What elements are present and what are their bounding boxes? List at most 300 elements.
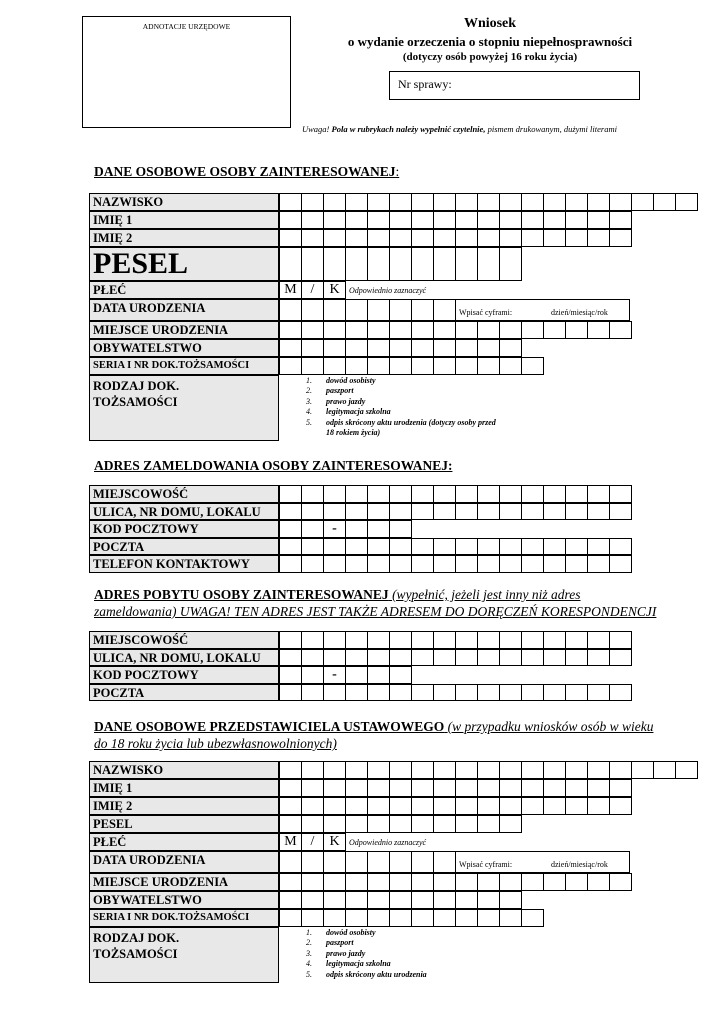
first-name-cell[interactable] [433, 779, 456, 797]
street-cell[interactable] [433, 649, 456, 666]
street-cell[interactable] [521, 503, 544, 520]
second-name-cell[interactable] [411, 229, 434, 247]
id-number-cell[interactable] [455, 357, 478, 375]
post-office-cell[interactable] [543, 538, 566, 555]
first-name-cell[interactable] [433, 211, 456, 229]
city-cell[interactable] [279, 631, 302, 649]
birth-place-cell[interactable] [367, 873, 390, 891]
first-name-cell[interactable] [411, 779, 434, 797]
first-name-cell[interactable] [279, 779, 302, 797]
birth-date-cell[interactable] [323, 299, 346, 321]
street-cell[interactable] [301, 649, 324, 666]
citizenship-cell[interactable] [367, 339, 390, 357]
id-number-cell[interactable] [433, 357, 456, 375]
citizenship-cell[interactable] [301, 891, 324, 909]
id-type-option[interactable]: 1. dowód osobisty [306, 376, 376, 385]
second-name-cell[interactable] [609, 797, 632, 815]
birth-place-cell[interactable] [455, 873, 478, 891]
citizenship-cell[interactable] [345, 891, 368, 909]
id-type-option[interactable]: 18 rokiem życia) [326, 428, 381, 437]
id-number-cell[interactable] [367, 357, 390, 375]
birth-place-cell[interactable] [565, 321, 588, 339]
id-type-option[interactable]: 4. legitymacja szkolna [306, 407, 391, 417]
citizenship-cell[interactable] [455, 891, 478, 909]
postcode-cell[interactable] [301, 666, 324, 684]
id-number-cell[interactable] [301, 357, 324, 375]
surname-cell[interactable] [653, 761, 676, 779]
birth-place-cell[interactable] [345, 873, 368, 891]
second-name-cell[interactable] [587, 797, 610, 815]
surname-cell[interactable] [543, 193, 566, 211]
city-cell[interactable] [477, 631, 500, 649]
city-cell[interactable] [279, 485, 302, 503]
surname-cell[interactable] [345, 761, 368, 779]
city-cell[interactable] [543, 631, 566, 649]
surname-cell[interactable] [565, 761, 588, 779]
pesel-cell[interactable] [345, 247, 368, 281]
city-cell[interactable] [301, 485, 324, 503]
city-cell[interactable] [411, 485, 434, 503]
street-cell[interactable] [565, 649, 588, 666]
post-office-cell[interactable] [477, 684, 500, 701]
first-name-cell[interactable] [389, 211, 412, 229]
id-number-cell[interactable] [521, 909, 544, 927]
citizenship-cell[interactable] [323, 339, 346, 357]
birth-place-cell[interactable] [301, 321, 324, 339]
id-type-option[interactable]: 2. paszport [306, 386, 354, 396]
city-cell[interactable] [477, 485, 500, 503]
id-type-option[interactable]: 5. odpis skrócony aktu urodzenia [306, 969, 427, 979]
id-number-cell[interactable] [279, 357, 302, 375]
phone-cell[interactable] [389, 555, 412, 573]
street-cell[interactable] [279, 649, 302, 666]
surname-cell[interactable] [477, 761, 500, 779]
citizenship-cell[interactable] [433, 339, 456, 357]
postcode-cell[interactable] [345, 666, 368, 684]
post-office-cell[interactable] [411, 538, 434, 555]
post-office-cell[interactable] [411, 684, 434, 701]
second-name-cell[interactable] [433, 797, 456, 815]
birth-date-cell[interactable] [389, 851, 412, 873]
first-name-cell[interactable] [521, 779, 544, 797]
citizenship-cell[interactable] [499, 339, 522, 357]
post-office-cell[interactable] [587, 684, 610, 701]
id-number-cell[interactable] [279, 909, 302, 927]
street-cell[interactable] [279, 503, 302, 520]
birth-place-cell[interactable] [389, 321, 412, 339]
first-name-cell[interactable] [323, 779, 346, 797]
second-name-cell[interactable] [301, 229, 324, 247]
city-cell[interactable] [521, 631, 544, 649]
sex-k-box[interactable]: K [323, 833, 346, 851]
citizenship-cell[interactable] [323, 891, 346, 909]
pesel-cell[interactable] [499, 247, 522, 281]
second-name-cell[interactable] [345, 797, 368, 815]
first-name-cell[interactable] [587, 779, 610, 797]
city-cell[interactable] [389, 485, 412, 503]
birth-date-cell[interactable] [323, 851, 346, 873]
birth-place-cell[interactable] [543, 873, 566, 891]
surname-cell[interactable] [521, 761, 544, 779]
city-cell[interactable] [367, 631, 390, 649]
first-name-cell[interactable] [389, 779, 412, 797]
street-cell[interactable] [609, 503, 632, 520]
birth-place-cell[interactable] [279, 321, 302, 339]
surname-cell[interactable] [389, 761, 412, 779]
city-cell[interactable] [323, 631, 346, 649]
city-cell[interactable] [455, 485, 478, 503]
street-cell[interactable] [565, 503, 588, 520]
street-cell[interactable] [499, 649, 522, 666]
first-name-cell[interactable] [367, 211, 390, 229]
first-name-cell[interactable] [565, 211, 588, 229]
pesel-cell[interactable] [323, 247, 346, 281]
birth-date-cell[interactable] [301, 299, 324, 321]
second-name-cell[interactable] [389, 797, 412, 815]
street-cell[interactable] [521, 649, 544, 666]
second-name-cell[interactable] [323, 797, 346, 815]
surname-cell[interactable] [499, 761, 522, 779]
surname-cell[interactable] [433, 193, 456, 211]
phone-cell[interactable] [367, 555, 390, 573]
sex-m-box[interactable]: M [279, 833, 302, 851]
first-name-cell[interactable] [301, 211, 324, 229]
surname-cell[interactable] [653, 193, 676, 211]
street-cell[interactable] [411, 503, 434, 520]
phone-cell[interactable] [543, 555, 566, 573]
surname-cell[interactable] [587, 193, 610, 211]
pesel-cell[interactable] [367, 815, 390, 833]
pesel-cell[interactable] [323, 815, 346, 833]
second-name-cell[interactable] [565, 229, 588, 247]
post-office-cell[interactable] [455, 684, 478, 701]
citizenship-cell[interactable] [411, 891, 434, 909]
city-cell[interactable] [587, 485, 610, 503]
second-name-cell[interactable] [587, 229, 610, 247]
city-cell[interactable] [389, 631, 412, 649]
postcode-cell[interactable] [367, 520, 390, 538]
second-name-cell[interactable] [367, 797, 390, 815]
phone-cell[interactable] [499, 555, 522, 573]
first-name-cell[interactable] [499, 211, 522, 229]
citizenship-cell[interactable] [389, 339, 412, 357]
second-name-cell[interactable] [367, 229, 390, 247]
street-cell[interactable] [543, 503, 566, 520]
first-name-cell[interactable] [609, 779, 632, 797]
birth-place-cell[interactable] [565, 873, 588, 891]
citizenship-cell[interactable] [477, 891, 500, 909]
birth-place-cell[interactable] [521, 321, 544, 339]
id-type-option[interactable]: 4. legitymacja szkolna [306, 959, 391, 969]
post-office-cell[interactable] [499, 684, 522, 701]
case-number-field[interactable] [389, 71, 640, 100]
phone-cell[interactable] [301, 555, 324, 573]
id-number-cell[interactable] [433, 909, 456, 927]
id-number-cell[interactable] [389, 909, 412, 927]
id-number-cell[interactable] [323, 909, 346, 927]
city-cell[interactable] [587, 631, 610, 649]
post-office-cell[interactable] [433, 684, 456, 701]
city-cell[interactable] [345, 485, 368, 503]
city-cell[interactable] [345, 631, 368, 649]
id-number-cell[interactable] [345, 909, 368, 927]
first-name-cell[interactable] [279, 211, 302, 229]
second-name-cell[interactable] [609, 229, 632, 247]
id-number-cell[interactable] [411, 909, 434, 927]
surname-cell[interactable] [301, 761, 324, 779]
surname-cell[interactable] [499, 193, 522, 211]
street-cell[interactable] [367, 503, 390, 520]
surname-cell[interactable] [301, 193, 324, 211]
city-cell[interactable] [521, 485, 544, 503]
postcode-cell[interactable] [367, 666, 390, 684]
post-office-cell[interactable] [565, 538, 588, 555]
city-cell[interactable] [543, 485, 566, 503]
phone-cell[interactable] [521, 555, 544, 573]
birth-place-cell[interactable] [587, 321, 610, 339]
first-name-cell[interactable] [587, 211, 610, 229]
city-cell[interactable] [367, 485, 390, 503]
surname-cell[interactable] [521, 193, 544, 211]
pesel-cell[interactable] [345, 815, 368, 833]
citizenship-cell[interactable] [367, 891, 390, 909]
city-cell[interactable] [609, 485, 632, 503]
id-type-option[interactable]: 1. dowód osobisty [306, 928, 376, 937]
post-office-cell[interactable] [455, 538, 478, 555]
surname-cell[interactable] [433, 761, 456, 779]
surname-cell[interactable] [345, 193, 368, 211]
city-cell[interactable] [565, 631, 588, 649]
postcode-cell[interactable] [389, 520, 412, 538]
city-cell[interactable] [301, 631, 324, 649]
birth-place-cell[interactable] [521, 873, 544, 891]
id-number-cell[interactable] [477, 357, 500, 375]
city-cell[interactable] [609, 631, 632, 649]
birth-date-cell[interactable] [301, 851, 324, 873]
post-office-cell[interactable] [521, 684, 544, 701]
pesel-cell[interactable] [367, 247, 390, 281]
id-number-cell[interactable] [411, 357, 434, 375]
first-name-cell[interactable] [455, 211, 478, 229]
id-number-cell[interactable] [389, 357, 412, 375]
birth-place-cell[interactable] [499, 321, 522, 339]
birth-place-cell[interactable] [323, 321, 346, 339]
birth-date-cell[interactable] [367, 851, 390, 873]
street-cell[interactable] [543, 649, 566, 666]
street-cell[interactable] [455, 649, 478, 666]
id-number-cell[interactable] [301, 909, 324, 927]
post-office-cell[interactable] [279, 538, 302, 555]
phone-cell[interactable] [433, 555, 456, 573]
surname-cell[interactable] [323, 761, 346, 779]
id-number-cell[interactable] [499, 909, 522, 927]
street-cell[interactable] [345, 649, 368, 666]
id-number-cell[interactable] [477, 909, 500, 927]
pesel-cell[interactable] [433, 247, 456, 281]
surname-cell[interactable] [411, 761, 434, 779]
second-name-cell[interactable] [477, 797, 500, 815]
first-name-cell[interactable] [543, 211, 566, 229]
second-name-cell[interactable] [543, 229, 566, 247]
citizenship-cell[interactable] [279, 339, 302, 357]
street-cell[interactable] [323, 649, 346, 666]
pesel-cell[interactable] [411, 247, 434, 281]
city-cell[interactable] [499, 631, 522, 649]
street-cell[interactable] [389, 503, 412, 520]
citizenship-cell[interactable] [433, 891, 456, 909]
post-office-cell[interactable] [565, 684, 588, 701]
post-office-cell[interactable] [279, 684, 302, 701]
post-office-cell[interactable] [543, 684, 566, 701]
pesel-cell[interactable] [499, 815, 522, 833]
birth-place-cell[interactable] [323, 873, 346, 891]
pesel-cell[interactable] [389, 815, 412, 833]
postcode-cell[interactable] [301, 520, 324, 538]
phone-cell[interactable] [411, 555, 434, 573]
birth-place-cell[interactable] [455, 321, 478, 339]
surname-cell[interactable] [279, 761, 302, 779]
id-type-option[interactable]: 5. odpis skrócony aktu urodzenia (dotyczy osoby przed [306, 417, 496, 427]
pesel-cell[interactable] [301, 815, 324, 833]
id-type-option[interactable]: 3. prawo jazdy [306, 948, 366, 958]
street-cell[interactable] [477, 649, 500, 666]
post-office-cell[interactable] [587, 538, 610, 555]
id-type-option[interactable]: 3. prawo jazdy [306, 396, 366, 406]
postcode-cell[interactable] [279, 520, 302, 538]
pesel-cell[interactable] [477, 247, 500, 281]
street-cell[interactable] [455, 503, 478, 520]
surname-cell[interactable] [675, 761, 698, 779]
post-office-cell[interactable] [301, 538, 324, 555]
surname-cell[interactable] [279, 193, 302, 211]
birth-place-cell[interactable] [345, 321, 368, 339]
id-type-option[interactable]: 2. paszport [306, 938, 354, 948]
second-name-cell[interactable] [521, 797, 544, 815]
post-office-cell[interactable] [345, 538, 368, 555]
post-office-cell[interactable] [609, 684, 632, 701]
birth-date-cell[interactable] [411, 851, 434, 873]
post-office-cell[interactable] [499, 538, 522, 555]
surname-cell[interactable] [609, 761, 632, 779]
street-cell[interactable] [477, 503, 500, 520]
sex-k-box[interactable]: K [323, 281, 346, 299]
post-office-cell[interactable] [367, 538, 390, 555]
birth-date-cell[interactable] [433, 851, 456, 873]
phone-cell[interactable] [345, 555, 368, 573]
pesel-cell[interactable] [455, 815, 478, 833]
phone-cell[interactable] [587, 555, 610, 573]
birth-date-cell[interactable] [411, 299, 434, 321]
first-name-cell[interactable] [455, 779, 478, 797]
second-name-cell[interactable] [389, 229, 412, 247]
phone-cell[interactable] [609, 555, 632, 573]
second-name-cell[interactable] [565, 797, 588, 815]
first-name-cell[interactable] [345, 779, 368, 797]
first-name-cell[interactable] [499, 779, 522, 797]
second-name-cell[interactable] [411, 797, 434, 815]
first-name-cell[interactable] [323, 211, 346, 229]
birth-place-cell[interactable] [301, 873, 324, 891]
post-office-cell[interactable] [389, 684, 412, 701]
post-office-cell[interactable] [323, 684, 346, 701]
phone-cell[interactable] [565, 555, 588, 573]
street-cell[interactable] [345, 503, 368, 520]
post-office-cell[interactable] [367, 684, 390, 701]
citizenship-cell[interactable] [455, 339, 478, 357]
birth-date-cell[interactable] [389, 299, 412, 321]
first-name-cell[interactable] [301, 779, 324, 797]
id-number-cell[interactable] [323, 357, 346, 375]
pesel-cell[interactable] [455, 247, 478, 281]
birth-place-cell[interactable] [477, 873, 500, 891]
city-cell[interactable] [323, 485, 346, 503]
surname-cell[interactable] [675, 193, 698, 211]
surname-cell[interactable] [455, 761, 478, 779]
city-cell[interactable] [565, 485, 588, 503]
second-name-cell[interactable] [477, 229, 500, 247]
street-cell[interactable] [587, 649, 610, 666]
second-name-cell[interactable] [279, 797, 302, 815]
birth-place-cell[interactable] [433, 321, 456, 339]
street-cell[interactable] [389, 649, 412, 666]
post-office-cell[interactable] [433, 538, 456, 555]
second-name-cell[interactable] [521, 229, 544, 247]
city-cell[interactable] [499, 485, 522, 503]
street-cell[interactable] [433, 503, 456, 520]
birth-date-cell[interactable] [433, 299, 456, 321]
birth-date-cell[interactable] [345, 851, 368, 873]
post-office-cell[interactable] [521, 538, 544, 555]
citizenship-cell[interactable] [345, 339, 368, 357]
city-cell[interactable] [433, 485, 456, 503]
pesel-cell[interactable] [279, 815, 302, 833]
birth-place-cell[interactable] [367, 321, 390, 339]
surname-cell[interactable] [609, 193, 632, 211]
post-office-cell[interactable] [389, 538, 412, 555]
second-name-cell[interactable] [345, 229, 368, 247]
surname-cell[interactable] [543, 761, 566, 779]
birth-place-cell[interactable] [279, 873, 302, 891]
citizenship-cell[interactable] [499, 891, 522, 909]
birth-place-cell[interactable] [389, 873, 412, 891]
postcode-cell[interactable] [279, 666, 302, 684]
birth-place-cell[interactable] [543, 321, 566, 339]
phone-cell[interactable] [455, 555, 478, 573]
phone-cell[interactable] [279, 555, 302, 573]
first-name-cell[interactable] [565, 779, 588, 797]
birth-place-cell[interactable] [609, 873, 632, 891]
surname-cell[interactable] [455, 193, 478, 211]
first-name-cell[interactable] [477, 211, 500, 229]
id-number-cell[interactable] [521, 357, 544, 375]
phone-cell[interactable] [323, 555, 346, 573]
street-cell[interactable] [323, 503, 346, 520]
pesel-cell[interactable] [433, 815, 456, 833]
post-office-cell[interactable] [301, 684, 324, 701]
phone-cell[interactable] [477, 555, 500, 573]
street-cell[interactable] [609, 649, 632, 666]
birth-place-cell[interactable] [433, 873, 456, 891]
city-cell[interactable] [411, 631, 434, 649]
first-name-cell[interactable] [477, 779, 500, 797]
second-name-cell[interactable] [543, 797, 566, 815]
surname-cell[interactable] [477, 193, 500, 211]
city-cell[interactable] [433, 631, 456, 649]
id-number-cell[interactable] [455, 909, 478, 927]
second-name-cell[interactable] [455, 229, 478, 247]
surname-cell[interactable] [587, 761, 610, 779]
first-name-cell[interactable] [345, 211, 368, 229]
